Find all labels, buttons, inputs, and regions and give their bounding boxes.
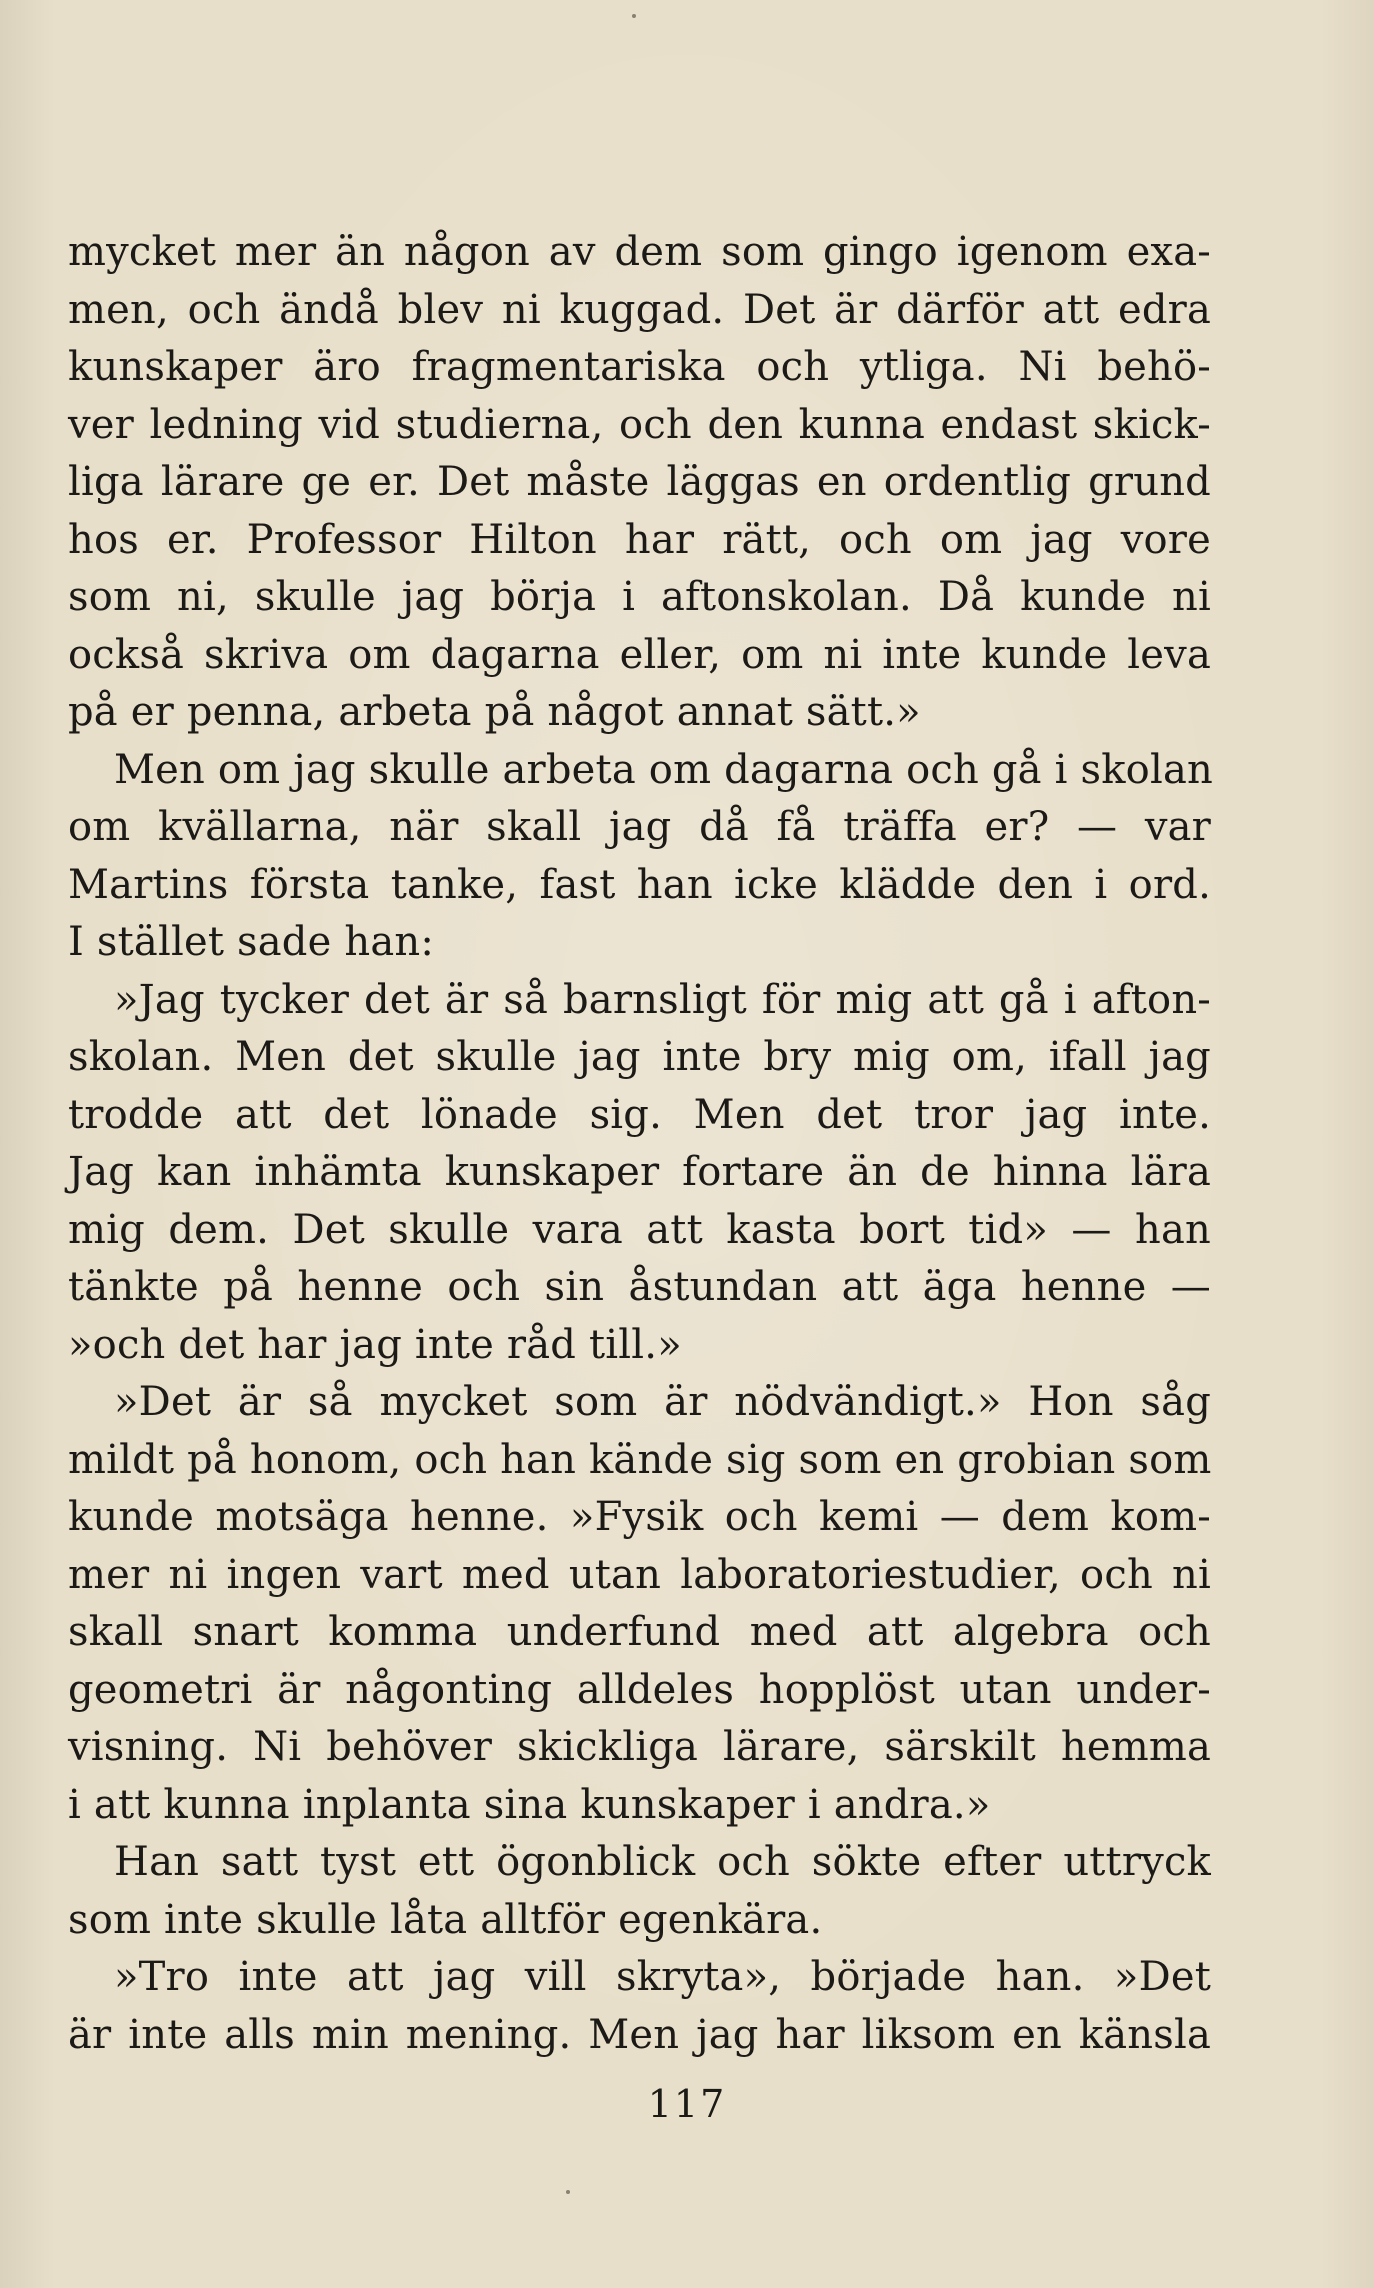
paragraph-start-line: »Jag tycker det är så barnsligt för mig att gå i afton- [114,976,1211,1023]
paragraph-start-line: »Det är så mycket som är nödvändigt.» Hon såg [114,1379,1211,1425]
paragraph-end-line: som inte skulle låta alltför egenkära. [68,1896,823,1943]
text-line: liga lärare ge er. Det måste läggas en ordentlig grund [68,459,1211,505]
text-line: ver ledning vid studierna, och den kunna endast skick- [68,401,1211,448]
text-line: också skriva om dagarna eller, om ni inte kunde leva [68,631,1211,678]
text-line: men, och ändå blev ni kuggad. Det är därför att edra [68,286,1211,333]
text-line: mig dem. Det skulle vara att kasta bort tid» — han [68,1206,1211,1253]
text-line: som ni, skulle jag börja i aftonskolan. Då kunde ni [68,574,1211,620]
page-number: 117 [647,2082,727,2126]
text-line: kunde motsäga henne. »Fysik och kemi — dem kom- [68,1494,1211,1540]
text-line: hos er. Professor Hilton har rätt, och om jag vore [68,516,1211,563]
paper-speck [632,14,636,18]
paragraph-end-line: »och det har jag inte råd till.» [68,1321,682,1368]
paragraph-start-line: »Tro inte att jag vill skryta», började han. »Det [114,1954,1211,2000]
text-line: geometri är någonting alldeles hopplöst utan under- [68,1666,1211,1713]
text-line: mycket mer än någon av dem som gingo igenom exa- [68,229,1211,275]
text-line: tänkte på henne och sin åstundan att äga henne — [68,1264,1211,1310]
text-line: mer ni ingen vart med utan laboratoriestudier, och ni [68,1551,1211,1598]
text-line: Jag kan inhämta kunskaper fortare än de hinna lära [68,1149,1211,1195]
text-line: visning. Ni behöver skickliga lärare, särskilt hemma [68,1724,1211,1770]
text-line: mildt på honom, och han kände sig som en grobian som [68,1436,1212,1483]
paragraph-start-line: Men om jag skulle arbeta om dagarna och gå i skolan [114,746,1213,793]
text-line: om kvällarna, när skall jag då få träffa er? — var [68,804,1211,850]
text-line: kunskaper äro fragmentariska och ytliga. Ni behö- [68,344,1211,390]
body-text [68,224,1211,2064]
paragraph-end-line: i att kunna inplanta sina kunskaper i andra.» [68,1781,991,1828]
text-line: är inte alls min mening. Men jag har liksom en känsla [68,2011,1211,2058]
paper-speck [566,2190,570,2194]
paragraph-end-line: I stället sade han: [68,919,435,965]
text-line: trodde att det lönade sig. Men det tror jag inte. [68,1091,1211,1138]
text-line: skolan. Men det skulle jag inte bry mig om, ifall jag [68,1034,1211,1080]
paragraph-start-line: Han satt tyst ett ögonblick och sökte efter uttryck [114,1839,1211,1885]
text-line: Martins första tanke, fast han icke klädde den i ord. [68,861,1211,908]
paragraph-end-line: på er penna, arbeta på något annat sätt.» [68,689,921,735]
text-line: skall snart komma underfund med att algebra och [68,1609,1211,1655]
